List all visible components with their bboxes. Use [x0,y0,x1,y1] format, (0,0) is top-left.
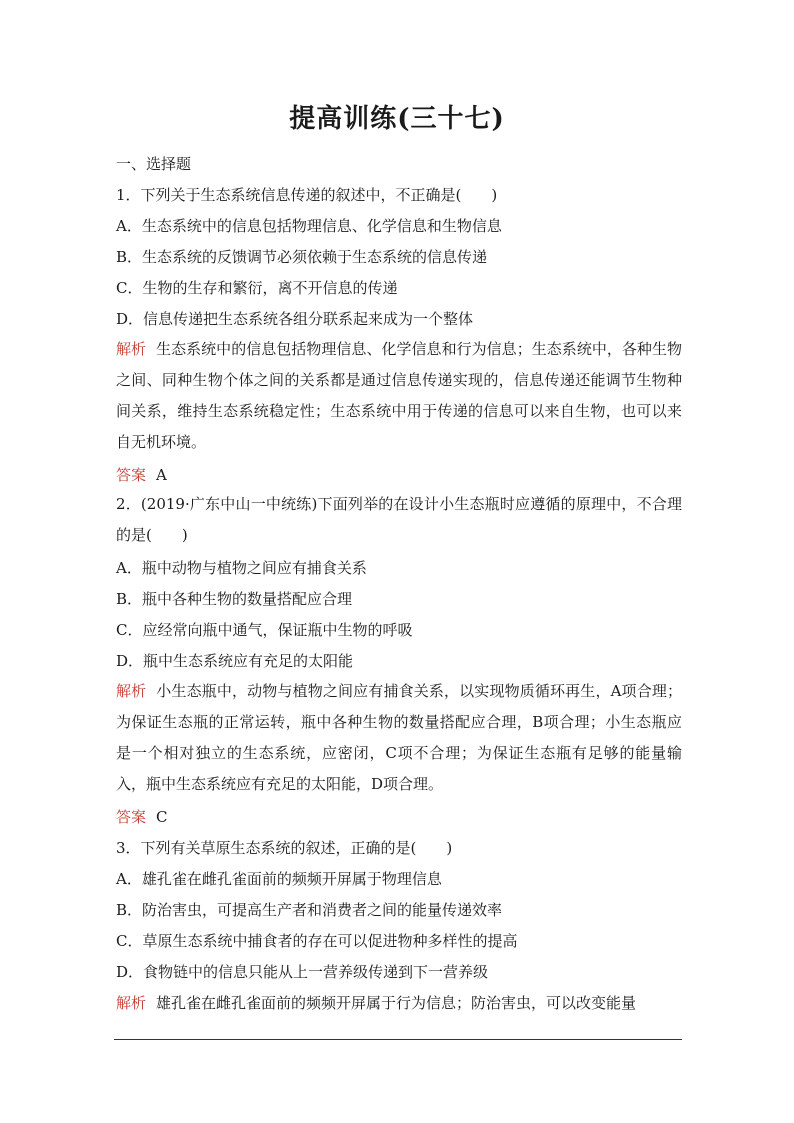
question-1-option-a: A．生态系统中的信息包括物理信息、化学信息和生物信息 [116,217,502,235]
question-1-option-b: B．生态系统的反馈调节必须依赖于生态系统的信息传递 [116,248,488,266]
question-2-option-b: B．瓶中各种生物的数量搭配应合理 [116,590,353,608]
analysis-text: 小生态瓶中，动物与植物之间应有捕食关系，以实现物质循环再生，A项合理；为保证生态瓶的正常运转，瓶中各种生物的数量搭配应合理，B项合理；小生态瓶应是一个相对独立的生态系统，应密闭，C项不合理；为保证生态瓶有足够的能量输入，瓶中生态系统应有充足的太阳能，D项合理。 [116,682,682,793]
question-1-option-d: D．信息传递把生态系统各组分联系起来成为一个整体 [116,310,474,328]
analysis-text: 生态系统中的信息包括物理信息、化学信息和行为信息；生态系统中，各种生物之间、同种生物个体之间的关系都是通过信息传递实现的，信息传递还能调节生物种间关系，维持生态系统稳定性；生态系统中用于传递的信息可以来自生物，也可以来自无机环境。 [116,340,682,451]
analysis-label: 解析 [116,994,147,1012]
question-1-analysis [116,334,682,458]
answer-value: A [156,466,167,484]
question-2-option-a: A．瓶中动物与植物之间应有捕食关系 [116,559,367,577]
question-1-stem: 1．下列关于生态系统信息传递的叙述中，不正确是( ) [116,186,498,204]
question-3-analysis [116,994,682,1012]
answer-value: C [156,808,168,826]
question-1-answer [116,466,682,484]
question-1-option-c: C．生物的生存和繁衍，离不开信息的传递 [116,279,398,297]
question-2-stem: 2．(2019·广东中山一中统练)下面列举的在设计小生态瓶时应遵循的原理中，不合理的是( ) [116,495,682,544]
question-3-option-c: C．草原生态系统中捕食者的存在可以促进物种多样性的提高 [116,932,518,950]
answer-label: 答案 [116,808,147,826]
question-3-stem: 3．下列有关草原生态系统的叙述，正确的是( ) [116,839,453,857]
question-2-option-d: D．瓶中生态系统应有充足的太阳能 [116,652,354,670]
question-2-analysis [116,676,682,800]
section-heading: 一、选择题 [116,155,192,173]
question-3-option-d: D．食物链中的信息只能从上一营养级传递到下一营养级 [116,963,489,981]
page-title: 提高训练(三十七) [289,104,505,134]
question-2-answer [116,808,682,826]
answer-label: 答案 [116,466,147,484]
analysis-text: 雄孔雀在雌孔雀面前的频频开屏属于行为信息；防治害虫，可以改变能量 [156,994,637,1012]
footer-divider [114,1039,682,1040]
question-2-option-c: C．应经常向瓶中通气，保证瓶中生物的呼吸 [116,621,413,639]
analysis-label: 解析 [116,340,147,358]
question-3-option-b: B．防治害虫，可提高生产者和消费者之间的能量传递效率 [116,901,503,919]
analysis-label: 解析 [116,682,147,700]
question-3-option-a: A．雄孔雀在雌孔雀面前的频频开屏属于物理信息 [116,870,442,888]
